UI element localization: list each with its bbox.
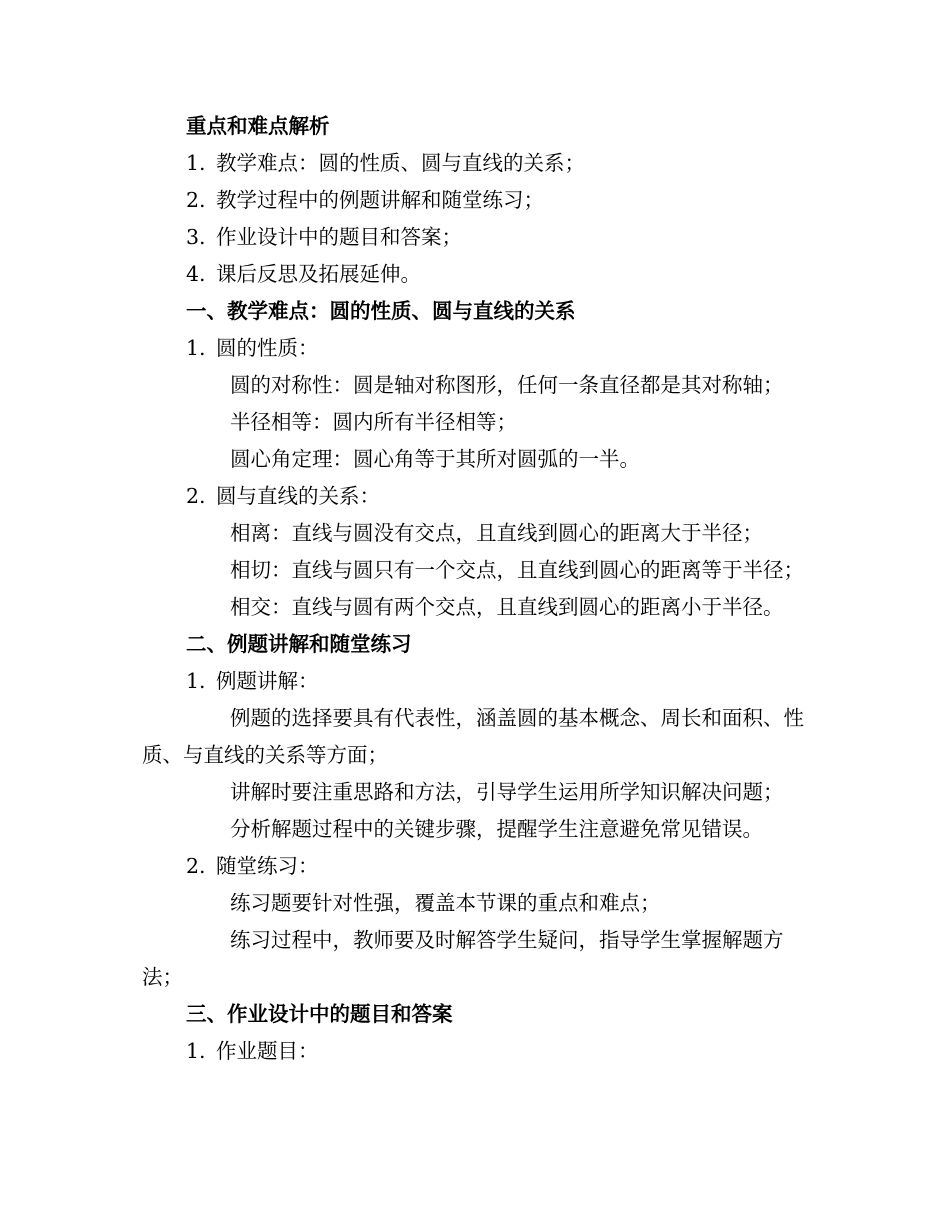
list-number: 2. bbox=[186, 854, 206, 878]
section-1-item-2 bbox=[142, 478, 812, 515]
list-number: 4. bbox=[186, 262, 206, 286]
document-title: 重点和难点解析 bbox=[186, 114, 330, 138]
section-1-item-2-line-3: 相交：直线与圆有两个交点，且直线到圆心的距离小于半径。 bbox=[230, 595, 784, 619]
section-2-heading: 二、例题讲解和随堂练习 bbox=[186, 632, 412, 656]
section-2-item-1 bbox=[142, 663, 812, 700]
section-1-item-1-line-3: 圆心角定理：圆心角等于其所对圆弧的一半。 bbox=[230, 447, 640, 471]
section-2-item-2-line-2: 练习过程中，教师要及时解答学生疑问，指导学生掌握解题方法； bbox=[142, 928, 784, 989]
section-2-item-1-line-1: 例题的选择要具有代表性，涵盖圆的基本概念、周长和面积、性质、与直线的关系等方面； bbox=[142, 706, 804, 767]
list-number: 3. bbox=[186, 225, 206, 249]
section-2-item-1-line-3: 分析解题过程中的关键步骤，提醒学生注意避免常见错误。 bbox=[230, 817, 763, 841]
list-text: 教学难点：圆的性质、圆与直线的关系； bbox=[216, 151, 585, 175]
overview-item-3 bbox=[142, 219, 812, 256]
overview-item-2 bbox=[142, 182, 812, 219]
section-3-item-1 bbox=[142, 1033, 812, 1070]
section-1-item-1-line-1: 圆的对称性：圆是轴对称图形，任何一条直径都是其对称轴； bbox=[230, 373, 784, 397]
list-text: 随堂练习： bbox=[216, 854, 319, 878]
overview-item-1 bbox=[142, 145, 812, 182]
list-number: 1. bbox=[186, 336, 206, 360]
list-text: 作业设计中的题目和答案； bbox=[216, 225, 462, 249]
list-text: 圆的性质： bbox=[216, 336, 319, 360]
list-text: 教学过程中的例题讲解和随堂练习； bbox=[216, 188, 544, 212]
section-1-item-2-line-1: 相离：直线与圆没有交点，且直线到圆心的距离大于半径； bbox=[230, 521, 763, 545]
section-2-item-1-line-2: 讲解时要注重思路和方法，引导学生运用所学知识解决问题； bbox=[230, 780, 784, 804]
section-1-heading: 一、教学难点：圆的性质、圆与直线的关系 bbox=[186, 299, 576, 323]
section-1-item-2-line-2: 相切：直线与圆只有一个交点，且直线到圆心的距离等于半径； bbox=[230, 558, 804, 582]
section-1-item-1-line-2: 半径相等：圆内所有半径相等； bbox=[230, 410, 517, 434]
list-number: 2. bbox=[186, 484, 206, 508]
section-2-item-2 bbox=[142, 848, 812, 885]
list-text: 例题讲解： bbox=[216, 669, 319, 693]
section-1-item-1 bbox=[142, 330, 812, 367]
list-number: 1. bbox=[186, 669, 206, 693]
overview-item-4 bbox=[142, 256, 812, 293]
list-number: 2. bbox=[186, 188, 206, 212]
section-3-heading: 三、作业设计中的题目和答案 bbox=[186, 1002, 453, 1026]
list-text: 作业题目： bbox=[216, 1039, 319, 1063]
list-text: 圆与直线的关系： bbox=[216, 484, 380, 508]
section-2-item-2-line-1: 练习题要针对性强，覆盖本节课的重点和难点； bbox=[230, 891, 661, 915]
list-number: 1. bbox=[186, 1039, 206, 1063]
list-number: 1. bbox=[186, 151, 206, 175]
list-text: 课后反思及拓展延伸。 bbox=[216, 262, 421, 286]
document-body bbox=[142, 108, 812, 1070]
